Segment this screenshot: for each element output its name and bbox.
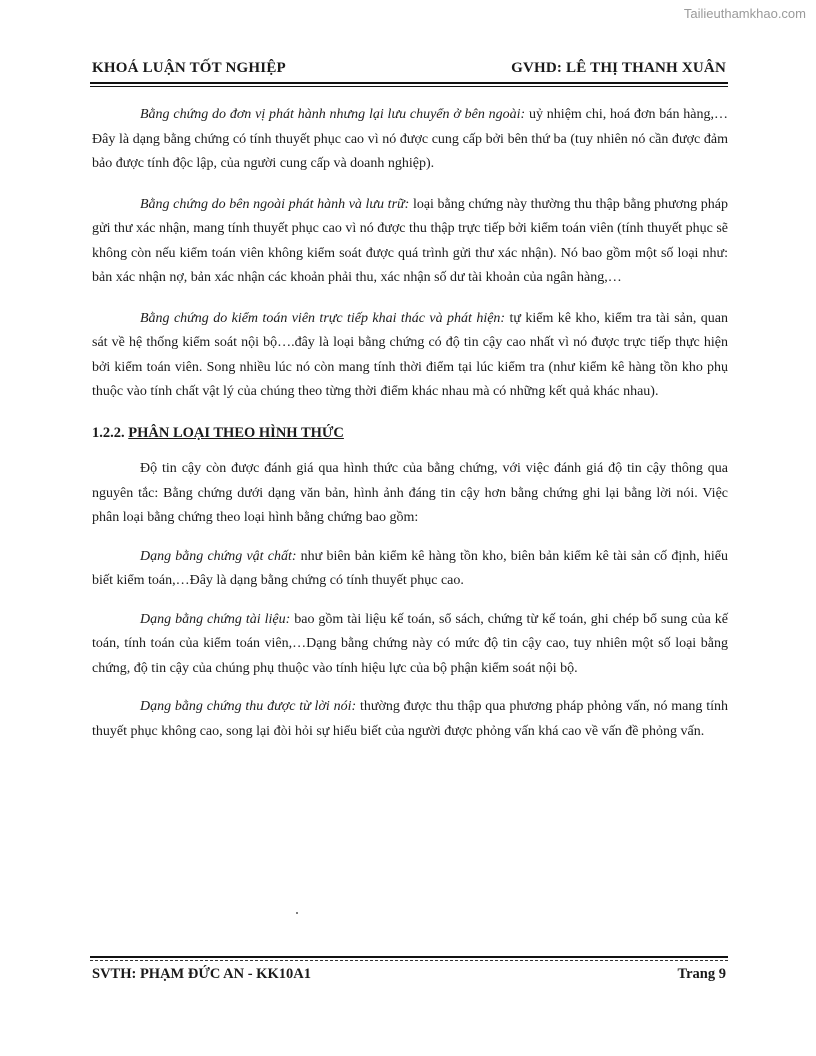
page-header xyxy=(92,60,726,77)
page-number: Trang 9 xyxy=(677,966,726,982)
paragraph-lead: Bằng chứng do kiểm toán viên trực tiếp khai thác và phát hiện: xyxy=(140,310,506,326)
page-footer xyxy=(92,966,726,983)
header-supervisor: GVHD: LÊ THỊ THANH XUÂN xyxy=(511,60,726,76)
paragraph-text: loại bằng chứng này thường thu thập bằng phương pháp gửi thư xác nhận, mang tính thuyết phục cao vì nó được thu thập trực tiếp bởi kiểm toán viên (tính thuyết phục sẽ không còn nếu kiểm toán viên không kiểm soát được quá trình gửi thư xác nhận). Nó bao gồm một số loại như: bản xác nhận nợ, bản xác nhận các khoản phải thu, xác nhận số dư tài khoản của ngân hàng,… xyxy=(92,196,729,285)
page-body xyxy=(92,103,728,758)
paragraph-document-evidence xyxy=(92,608,728,682)
paragraph-lead: Dạng bằng chứng vật chất: xyxy=(140,548,297,564)
paragraph-text: như biên bản kiểm kê hàng tồn kho, biên bản kiểm kê tài sản cố định, hiểu biết kiểm toán,…Đây là dạng bằng chứng có tính thuyết phục cao. xyxy=(92,548,728,588)
section-title: PHÂN LOẠI THEO HÌNH THỨC xyxy=(128,424,344,441)
paragraph-lead: Dạng bằng chứng tài liệu: xyxy=(140,611,291,627)
footer-rule-dashed xyxy=(90,960,728,961)
watermark-text: Tailieuthamkhao.com xyxy=(683,6,806,21)
paragraph-text: bao gồm tài liệu kế toán, sổ sách, chứng từ kế toán, ghi chép bổ sung của kế toán, tính toán của kiểm toán viên,…Dạng bằng chứng này có mức độ tin cậy cao, tuy nhiên một số loại bằng chứng, độ tin cậy của chúng phụ thuộc vào tính hiệu lực của bộ phận kiểm soát nội bộ. xyxy=(92,611,728,676)
section-heading xyxy=(92,421,728,446)
header-thesis-title: KHOÁ LUẬN TỐT NGHIỆP xyxy=(92,60,286,76)
paragraph-physical-evidence xyxy=(92,545,728,594)
paragraph-lead: Dạng bằng chứng thu được từ lời nói: xyxy=(140,699,357,714)
paragraph-text: uỷ nhiệm chi, hoá đơn bán hàng,…Đây là dạng bằng chứng có tính thuyết phục cao vì nó được cung cấp bởi bên thứ ba (tuy nhiên nó cần được đảm bảo được tính độc lập, của người cung cấp và doanh nghiệp). xyxy=(92,107,728,171)
paragraph-oral-evidence xyxy=(92,695,728,744)
scan-speck xyxy=(296,912,298,914)
paragraph-lead: Bằng chứng do bên ngoài phát hành và lưu trữ: xyxy=(140,196,410,212)
paragraph-intro: Độ tin cậy còn được đánh giá qua hình thức của bằng chứng, với việc đánh giá độ tin cậy thông qua nguyên tắc: Bằng chứng dưới dạng văn bản, hình ảnh đáng tin cậy hơn bằng chứng ghi lại bằng lời nói. Việc phân loại bằng chứng theo loại hình bằng chứng bao gồm: xyxy=(92,461,728,525)
footer-student: SVTH: PHẠM ĐỨC AN - KK10A1 xyxy=(92,966,311,982)
paragraph-text: tự kiểm kê kho, kiểm tra tài sản, quan sát về hệ thống kiểm soát nội bộ….đây là loại bằng chứng có độ tin cậy cao nhất vì nó được trực tiếp thực hiện bởi kiểm toán viên. Song nhiều lúc nó còn mang tính thời điểm tại lúc kiểm tra (như kiểm kê hàng tồn kho phụ thuộc vào tính chất vật lý của chúng theo từng thời điểm khác nhau mà có những kết quả khác nhau). xyxy=(92,310,729,399)
header-rule-thin xyxy=(90,86,728,87)
paragraph-lead: Bằng chứng do đơn vị phát hành nhưng lại lưu chuyển ở bên ngoài: xyxy=(140,107,526,122)
paragraph-evidence-unit-issued xyxy=(92,103,728,177)
footer-rule xyxy=(90,956,728,958)
header-rule xyxy=(90,82,728,84)
paragraph-evidence-external xyxy=(92,193,728,291)
section-number: 1.2.2. xyxy=(92,424,125,441)
paragraph-evidence-auditor xyxy=(92,307,728,405)
paragraph-text: thường được thu thập qua phương pháp phỏng vấn, nó mang tính thuyết phục không cao, song lại đòi hỏi sự hiểu biết của người được phỏng vấn khá cao về vấn đề phỏng vấn. xyxy=(92,699,728,739)
